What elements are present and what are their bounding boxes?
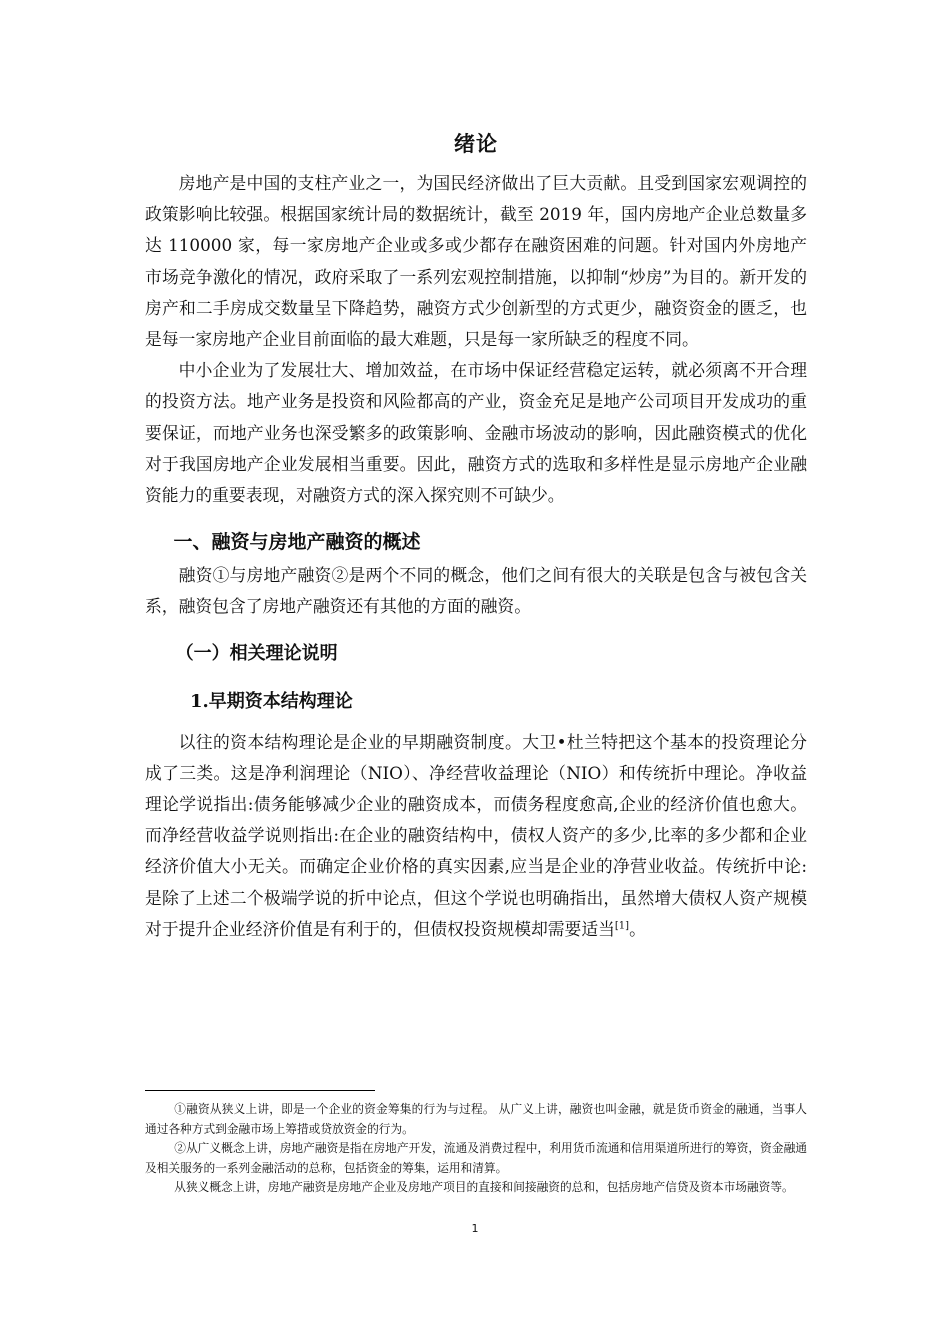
footnote-3: 从狭义概念上讲，房地产融资是房地产企业及房地产项目的直接和间接融资的总和，包括房地产信贷及资本市场融资等。 bbox=[174, 1180, 794, 1194]
capital-structure-paragraph bbox=[145, 727, 807, 945]
page-body bbox=[145, 128, 807, 945]
footnote-2: ②从广义概念上讲，房地产融资是指在房地产开发，流通及消费过程中，利用货币流通和信用渠道所进行的筹资，资金融通及相关服务的一系列金融活动的总称，包括资金的筹集，运用和清算。 bbox=[145, 1141, 807, 1175]
footnotes bbox=[145, 1100, 807, 1198]
section-1-paragraph: 融资①与房地产融资②是两个不同的概念，他们之间有很大的关联是包含与被包含关系，融资包含了房地产融资还有其他的方面的融资。 bbox=[145, 565, 807, 617]
subsection-heading-1: （一）相关理论说明 bbox=[175, 642, 338, 664]
intro-paragraph-2: 中小企业为了发展壮大、增加效益，在市场中保证经营稳定运转，就必须离不开合理的投资方法。地产业务是投资和风险都高的产业，资金充足是地产公司项目开发成功的重要保证，而地产业务也深受繁多的政策影响、金融市场波动的影响，因此融资模式的优化对于我国房地产企业发展相当重要。因此，融资方式的选取和多样性是显示房地产企业融资能力的重要表现，对融资方式的深入探究则不可缺少。 bbox=[145, 360, 807, 506]
page-title: 绪论 bbox=[454, 132, 498, 156]
capital-structure-text: 以往的资本结构理论是企业的早期融资制度。大卫•杜兰特把这个基本的投资理论分成了三类。这是净利润理论（NIO）、净经营收益理论（NIO）和传统折中理论。净收益理论学说指出:债务能够减少企业的融资成本，而债务程度愈高,企业的经济价值也愈大。而净经营收益学说则指出:在企业的融资结构中，债权人资产的多少,比率的多少都和企业经济价值大小无关。而确定企业价格的真实因素,应当是企业的净营业收益。传统折中论:是除了上述二个极端学说的折中论点，但这个学说也明确指出，虽然增大债权人资产规模对于提升企业经济价值是有利于的，但债权投资规模却需要适当 bbox=[145, 731, 807, 939]
subsubsection-heading-1: 1.早期资本结构理论 bbox=[190, 690, 353, 712]
page-number: 1 bbox=[471, 1222, 479, 1235]
section-heading-1: 一、融资与房地产融资的概述 bbox=[173, 531, 421, 554]
paragraph-end: 。 bbox=[629, 918, 646, 939]
citation-ref[interactable]: [1] bbox=[614, 920, 630, 932]
footnote-separator bbox=[145, 1090, 375, 1091]
intro-paragraph-1: 房地产是中国的支柱产业之一，为国民经济做出了巨大贡献。且受到国家宏观调控的政策影响比较强。根据国家统计局的数据统计，截至 2019 年，国内房地产企业总数量多达 110000 家，每一家房地产企业或多或少都存在融资困难的问题。针对国内外房地产市场竞争激化的情况，政府采取了一系列宏观控制措施，以抑制“炒房”为目的。新开发的房产和二手房成交数量呈下降趋势，融资方式少创新型的方式更少，融资资金的匮乏，也是每一家房地产企业目前面临的最大难题，只是每一家所缺乏的程度不同。 bbox=[145, 173, 807, 350]
footnote-1: ①融资从狭义上讲，即是一个企业的资金筹集的行为与过程。 从广义上讲，融资也叫金融，就是货币资金的融通，当事人通过各种方式到金融市场上筹措或贷放资金的行为。 bbox=[145, 1102, 807, 1136]
